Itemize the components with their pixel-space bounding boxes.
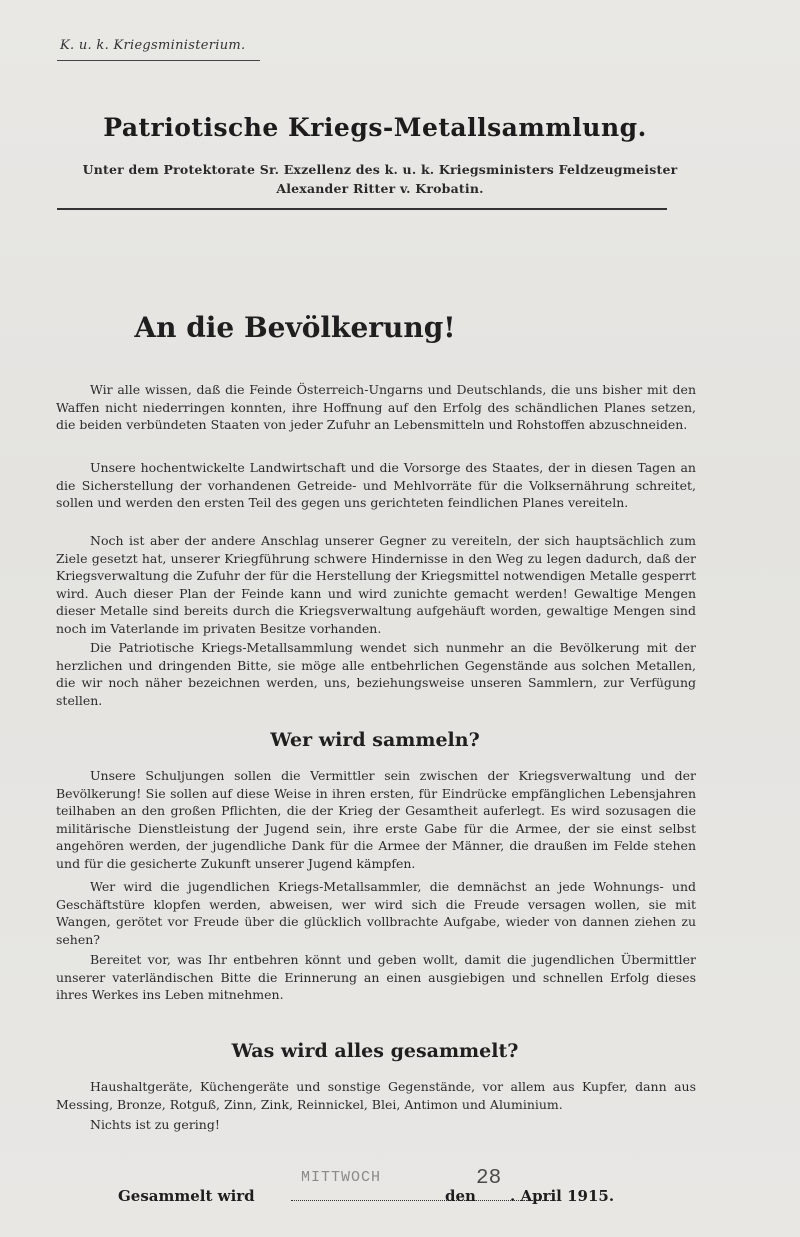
stamped-day-number: 28 bbox=[476, 1167, 502, 1190]
paragraph-2: Unsere hochentwickelte Landwirtschaft und die Vorsorge des Staates, der in diesen Tagen an die Sicherstellung der vorhandenen Getreide- und Mehlvorräte für die Volksernährung schreitet, sollen und werden den ersten Teil des gegen uns gerichteten feindlichen Planes vereiteln. bbox=[56, 460, 696, 510]
paragraph-who-1: Unsere Schuljungen sollen die Vermittler sein zwischen der Kriegsverwaltung und der Bevölkerung! Sie sollen auf diese Weise in ihren ersten, für Eindrücke empfänglichen Lebensjahren teilhaben an den großen Pflichten, die der Krieg der Gesamtheit auferlegt. Es wird sozusagen die militärische Dienstleistung der Jugend sein, ihre erste Gabe für die Armee, der sie einst selbst angehören werden, der jugendliche Dank für die Armee der Männer, die draußen im Felde stehen und für die gesicherte Zukunft unserer Jugend kämpfen. bbox=[56, 768, 696, 871]
subtitle-line-2: Alexander Ritter v. Krobatin. bbox=[276, 181, 484, 196]
fill-in-line-number bbox=[482, 1200, 509, 1201]
collection-date-line bbox=[118, 1167, 638, 1220]
ministry-header: K. u. k. Kriegsministerium. bbox=[60, 38, 246, 53]
paragraph-who-2: Wer wird die jugendlichen Kriegs-Metallsammler, die demnächst an jede Wohnungs- und Geschäftstüre klopfen werden, abweisen, wer wird sich die Freude versagen wollen, sie mit Wangen, gerötet vor Freude über die glücklich vollbrachte Aufgabe, wieder von dannen ziehen zu sehen? bbox=[56, 879, 696, 947]
footer-den-text: den bbox=[445, 1187, 476, 1205]
paragraph-what-2: Nichts ist zu gering! bbox=[90, 1117, 220, 1132]
paragraph-3: Noch ist aber der andere Anschlag unserer Gegner zu vereiteln, der sich hauptsächlich zum Ziele gesetzt hat, unserer Kriegführung schwere Hindernisse in den Weg zu legen dadurch, daß der Kriegsverwaltung die Zufuhr der für die Herstellung der Kriegsmittel notwendigen Metalle gesperrt wird. Auch dieser Plan der Feinde kann und wird zunichte gemacht werden! Gewaltige Mengen dieser Metalle sind bereits durch die Kriegsverwaltung aufgehäuft worden, gewaltige Mengen sind noch im Vaterlande im privaten Besitze vorhanden. bbox=[56, 533, 696, 636]
document-title: Patriotische Kriegs-Metallsammlung. bbox=[103, 113, 647, 142]
title-divider bbox=[57, 208, 667, 210]
heading-an-die-bevoelkerung: An die Bevölkerung! bbox=[134, 311, 456, 344]
paragraph-4: Die Patriotische Kriegs-Metallsammlung wendet sich nunmehr an die Bevölkerung mit der herzlichen und dringenden Bitte, sie möge alle entbehrlichen Gegenstände aus solchen Metallen, die wir noch näher bezeichnen werden, uns, beziehungsweise unseren Sammlern, zur Verfügung stellen. bbox=[56, 640, 696, 708]
footer-lead-text: Gesammelt wird bbox=[118, 1187, 255, 1205]
stamped-day: MITTWOCH bbox=[301, 1169, 382, 1186]
header-underline bbox=[57, 60, 260, 61]
heading-was-wird-gesammelt: Was wird alles gesammelt? bbox=[231, 1040, 519, 1062]
subtitle-line-1: Unter dem Protektorate Sr. Exzellenz des k. u. k. Kriegsministers Feldzeugmeister bbox=[82, 162, 678, 177]
paragraph-1: Wir alle wissen, daß die Feinde Österreich-Ungarns und Deutschlands, die uns bisher mit den Waffen nicht niederringen konnten, ihre Hoffnung auf den Erfolg des schändlichen Planes setzen, die beiden verbündeten Staaten von jeder Zufuhr an Lebensmitteln und Rohstoffen abzuschneiden. bbox=[56, 382, 696, 432]
paragraph-what-1: Haushaltgeräte, Küchengeräte und sonstige Gegenstände, vor allem aus Kupfer, dann aus Messing, Bronze, Rotguß, Zinn, Zink, Reinnickel, Blei, Antimon und Aluminium. bbox=[56, 1079, 696, 1112]
heading-wer-wird-sammeln: Wer wird sammeln? bbox=[270, 729, 480, 751]
document-subtitle bbox=[60, 160, 700, 198]
footer-date-text: . April 1915. bbox=[510, 1187, 615, 1205]
paragraph-who-3: Bereitet vor, was Ihr entbehren könnt und geben wollt, damit die jugendlichen Übermittler unserer vaterländischen Bitte die Erinnerung an einen ausgiebigen und schnellen Erfolg dieses ihres Werkes ins Leben mitnehmen. bbox=[56, 952, 696, 1002]
